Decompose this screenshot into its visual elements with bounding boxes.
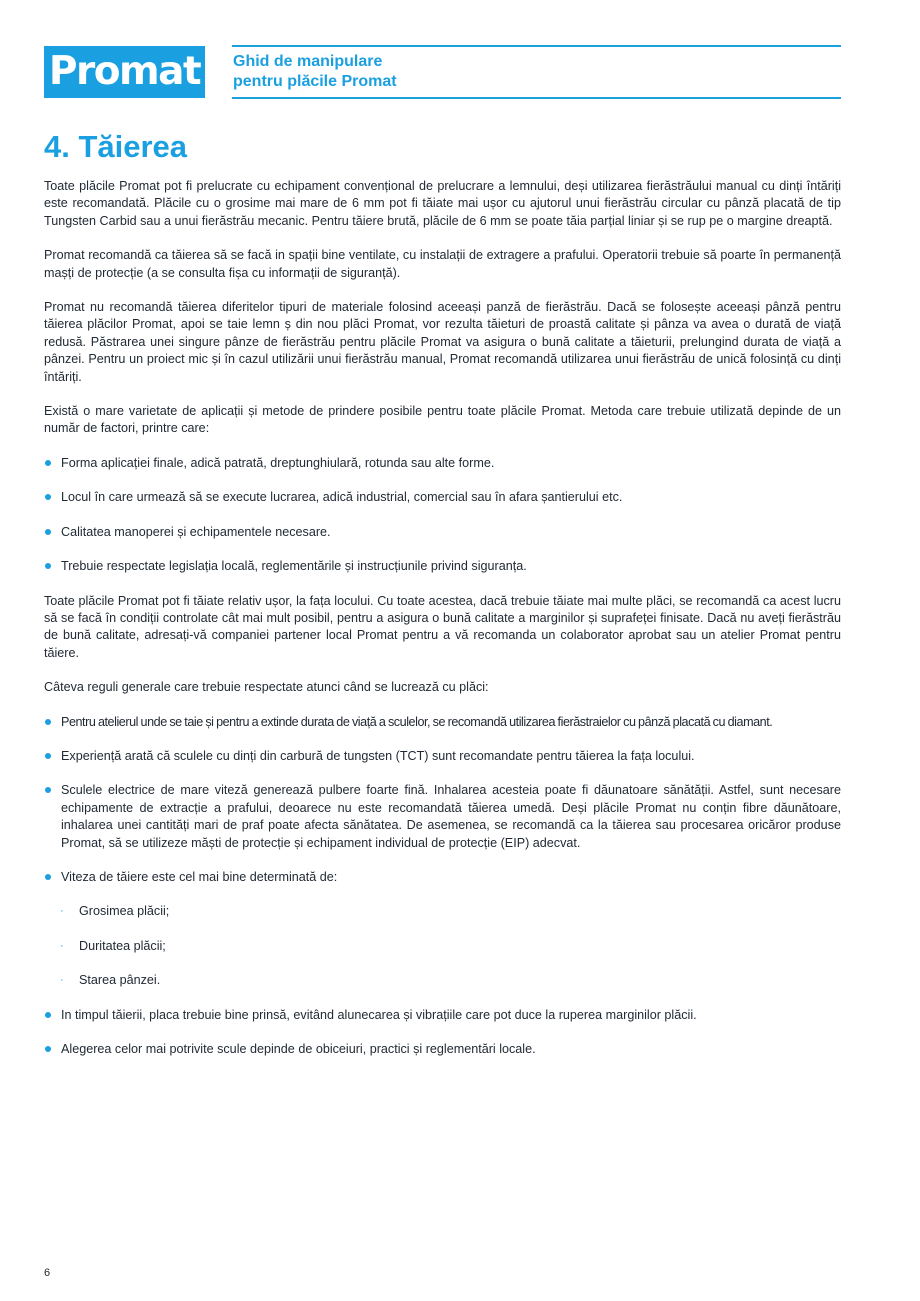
list-item-text: Experiență arată că sculele cu dinți din carbură de tungsten (TCT) sunt recomandate pentru tăierea la fața locului. (61, 748, 695, 763)
list-item-text: Trebuie respectate legislația locală, reglementările și instrucțiunile privind siguranța. (61, 559, 527, 574)
paragraph: Promat nu recomandă tăierea diferitelor tipuri de materiale folosind aceeași panză de fierăstrău. Dacă se folosește aceeași pânză pentru tăierea plăcilor Promat, apoi se taie lemn ș din nou plăci Promat, vor rezulta tăieturi de proastă calitate și pânza va avea o durată de viață redusă. Păstrarea unei singure pânze de fierăstrău pentru plăcile Promat va asigura o bună calitate a tăieturii, prelungind durata de viață a pânzei. Pentru un proiect mic și în cazul utilizării unui fierăstrău manual, Promat recomandă utilizarea unui fierăstrău de unică folosință cu dinți întăriți. (44, 300, 841, 384)
bullet-icon (45, 719, 51, 725)
document-title-line-2: pentru plăcile Promat (233, 73, 397, 90)
list-item (44, 524, 841, 541)
header-rule-bottom (232, 97, 841, 99)
list-item (44, 558, 841, 575)
sub-list-item-text: Grosimea plăcii; (79, 904, 170, 919)
rules-list-continued (44, 1007, 841, 1059)
list-item-text: Forma aplicației finale, adică patrată, dreptunghiulară, rotunda sau alte forme. (61, 455, 495, 470)
list-item (44, 714, 841, 731)
sub-list-item (44, 938, 841, 955)
list-item-text: Pentru atelierul unde se taie și pentru a extinde durata de viață a sculelor, se recomandă utilizarea fierăstraielor cu pânză placată cu diamant. (61, 714, 773, 729)
bullet-icon (45, 563, 51, 569)
sub-bullet-icon: · (60, 905, 64, 918)
paragraph: Toate plăcile Promat pot fi prelucrate cu echipament convențional de prelucrare a lemnului, deși utilizarea fierăstrăului manual cu dinți întăriți este recomandată. Plăcile cu o grosime mai mare de 6 mm pot fi tăiate mai ușor cu ajutorul unui fierăstrău circular cu pânză placată de tip Tungsten Carbid sau a unui fierăstrău mecanic. Pentru tăiere brută, plăcile de 6 mm se poate tăia parțial liniar și se rup pe o margine dreaptă. (44, 179, 841, 228)
sub-list-item (44, 972, 841, 989)
list-item (44, 1007, 841, 1024)
paragraph: Toate plăcile Promat pot fi tăiate relativ ușor, la fața locului. Cu toate acestea, dacă trebuie tăiate mai multe plăci, se recomandă ca acest lucru să se facă în condiții controlate cât mai mult posibil, pentru a asigura o bună calitate a marginilor și suprafeței finisate. Dacă nu aveți fierăstrău de bună calitate, adresați-vă companiei partener local Promat pentru a vă recomanda un colaborator aprobat sau un atelier Promat pentru tăiere. (44, 593, 841, 660)
paragraph: Există o mare varietate de aplicații și metode de prindere posibile pentru toate plăcile Promat. Metoda care trebuie utilizată depinde de un număr de factori, printre care: (44, 404, 841, 436)
sub-bullet-icon: · (60, 939, 64, 952)
list-item-text: Viteza de tăiere este cel mai bine determinată de: (61, 869, 338, 884)
list-item-text: Calitatea manoperei și echipamentele necesare. (61, 524, 331, 539)
document-title (233, 52, 833, 92)
list-item (44, 489, 841, 506)
list-item-text: Sculele electrice de mare viteză generează pulbere foarte fină. Inhalarea acesteia poate fi dăunatoare sănătății. Astfel, sunt necesare echipamente de extracție a prafului, deoarece nu este recomandată tăierea umedă. Deși plăcile Promat nu conțin fibre dăunătoare, inhalarea unei cantități mari de praf poate afecta sănătatea. De asemenea, se recomandă ca la tăierea sau procesarea oricăror produse Promat, să se utilizeze măști de protecție și echipament individual de protecție (EIP) adecvat. (61, 783, 841, 850)
list-item-text: In timpul tăierii, placa trebuie bine prinsă, evitând alunecarea și vibrațiile care pot duce la ruperea marginilor plăcii. (61, 1007, 697, 1022)
sub-list-item-text: Duritatea plăcii; (79, 938, 166, 953)
bullet-icon (45, 1046, 51, 1052)
document-title-line-1: Ghid de manipulare (233, 53, 383, 70)
header-rule-top (232, 45, 841, 47)
rules-list (44, 714, 841, 887)
promat-logo: Promat (44, 46, 205, 98)
bullet-icon (45, 460, 51, 466)
list-item (44, 1041, 841, 1058)
bullet-icon (45, 753, 51, 759)
bullet-icon (45, 1012, 51, 1018)
list-item-text: Alegerea celor mai potrivite scule depinde de obiceiuri, practici și reglementări locale. (61, 1042, 536, 1056)
bullet-icon (45, 494, 51, 500)
bullet-icon (45, 787, 51, 793)
factors-list (44, 455, 841, 576)
page-number: 6 (44, 1267, 51, 1279)
list-item (44, 455, 841, 472)
bullet-icon (45, 874, 51, 880)
paragraph: Promat recomandă ca tăierea să se facă in spații bine ventilate, cu instalații de extragere a prafului. Operatorii trebuie să poarte în permanență mașți de protecție (a se consulta fișa cu informații de siguranță). (44, 248, 841, 280)
sub-list-item-text: Starea pânzei. (79, 973, 161, 988)
paragraph: Câteva reguli generale care trebuie respectate atunci când se lucrează cu plăci: (44, 680, 489, 695)
bullet-icon (45, 529, 51, 535)
list-item (44, 869, 841, 886)
list-item (44, 782, 841, 852)
list-item-text: Locul în care urmează să se execute lucrarea, adică industrial, comercial sau în afara șantierului etc. (61, 490, 623, 505)
list-item (44, 748, 841, 765)
section-body (44, 178, 841, 1058)
sub-list-item (44, 903, 841, 920)
section-title: 4. Tăierea (44, 129, 188, 164)
sub-bullet-icon: · (60, 974, 64, 987)
